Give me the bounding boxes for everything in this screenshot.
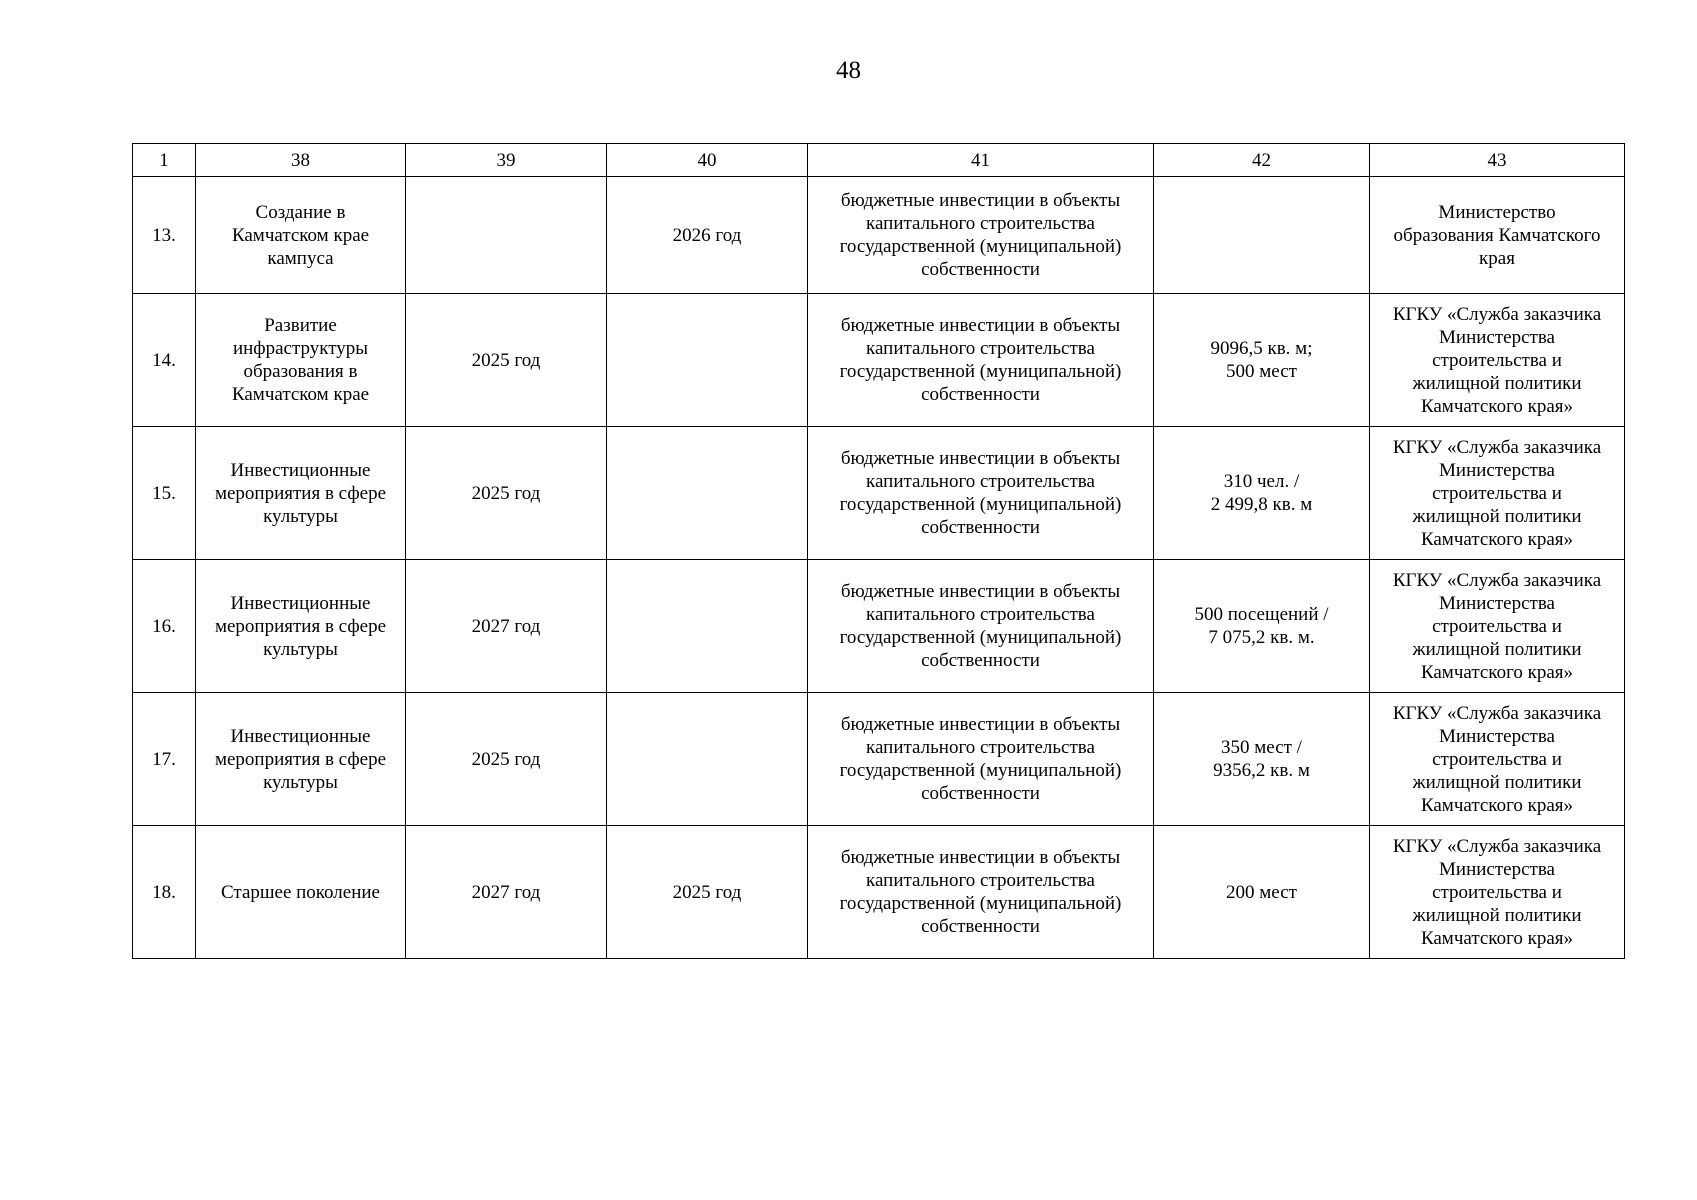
table-cell: 2025 год	[406, 427, 607, 560]
table-cell: КГКУ «Служба заказчика Министерства строительства и жилищной политики Камчатского края»	[1370, 294, 1625, 427]
table-cell: 18.	[133, 826, 196, 959]
table-cell: бюджетные инвестиции в объекты капитального строительства государственной (муниципальной) собственности	[808, 693, 1154, 826]
table-cell: 350 мест / 9356,2 кв. м	[1154, 693, 1370, 826]
table-cell	[607, 294, 808, 427]
table-cell: 2025 год	[607, 826, 808, 959]
table-cell: 310 чел. / 2 499,8 кв. м	[1154, 427, 1370, 560]
table-cell: 13.	[133, 177, 196, 294]
table-row	[133, 826, 1625, 959]
table-cell: бюджетные инвестиции в объекты капитального строительства государственной (муниципальной) собственности	[808, 560, 1154, 693]
page-number: 48	[836, 57, 861, 84]
table-cell: 14.	[133, 294, 196, 427]
table-cell: Инвестиционные мероприятия в сфере культуры	[196, 693, 406, 826]
table-cell: 2027 год	[406, 560, 607, 693]
table-cell	[1154, 177, 1370, 294]
table-cell: бюджетные инвестиции в объекты капитального строительства государственной (муниципальной) собственности	[808, 294, 1154, 427]
table-cell: КГКУ «Служба заказчика Министерства строительства и жилищной политики Камчатского края»	[1370, 427, 1625, 560]
table-cell: 16.	[133, 560, 196, 693]
table-cell	[607, 427, 808, 560]
column-header: 39	[406, 144, 607, 177]
column-header: 41	[808, 144, 1154, 177]
column-header: 43	[1370, 144, 1625, 177]
column-header: 1	[133, 144, 196, 177]
table-cell: бюджетные инвестиции в объекты капитального строительства государственной (муниципальной) собственности	[808, 427, 1154, 560]
table-cell: бюджетные инвестиции в объекты капитального строительства государственной (муниципальной) собственности	[808, 826, 1154, 959]
table-cell: Создание в Камчатском крае кампуса	[196, 177, 406, 294]
table-row	[133, 294, 1625, 427]
table-header-row	[133, 144, 1625, 177]
column-header: 42	[1154, 144, 1370, 177]
table-cell: бюджетные инвестиции в объекты капитального строительства государственной (муниципальной) собственности	[808, 177, 1154, 294]
table-cell: Старшее поколение	[196, 826, 406, 959]
table-cell: 200 мест	[1154, 826, 1370, 959]
table-cell: 2027 год	[406, 826, 607, 959]
table-cell: 15.	[133, 427, 196, 560]
table-cell: 500 посещений / 7 075,2 кв. м.	[1154, 560, 1370, 693]
table-cell: Развитие инфраструктуры образования в Камчатском крае	[196, 294, 406, 427]
table-cell	[607, 560, 808, 693]
table-row	[133, 177, 1625, 294]
table-cell: КГКУ «Служба заказчика Министерства строительства и жилищной политики Камчатского края»	[1370, 693, 1625, 826]
table-cell	[406, 177, 607, 294]
table-cell	[607, 693, 808, 826]
table-row	[133, 693, 1625, 826]
table-row	[133, 427, 1625, 560]
table-row	[133, 560, 1625, 693]
table-cell: 2025 год	[406, 693, 607, 826]
table-cell: 2025 год	[406, 294, 607, 427]
column-header: 38	[196, 144, 406, 177]
table-cell: КГКУ «Служба заказчика Министерства строительства и жилищной политики Камчатского края»	[1370, 826, 1625, 959]
table-cell: 9096,5 кв. м; 500 мест	[1154, 294, 1370, 427]
table-cell: 17.	[133, 693, 196, 826]
table-cell: КГКУ «Служба заказчика Министерства строительства и жилищной политики Камчатского края»	[1370, 560, 1625, 693]
table-cell: Министерство образования Камчатского края	[1370, 177, 1625, 294]
data-table	[132, 143, 1625, 959]
column-header: 40	[607, 144, 808, 177]
table-cell: Инвестиционные мероприятия в сфере культуры	[196, 427, 406, 560]
table-cell: 2026 год	[607, 177, 808, 294]
table-cell: Инвестиционные мероприятия в сфере культуры	[196, 560, 406, 693]
